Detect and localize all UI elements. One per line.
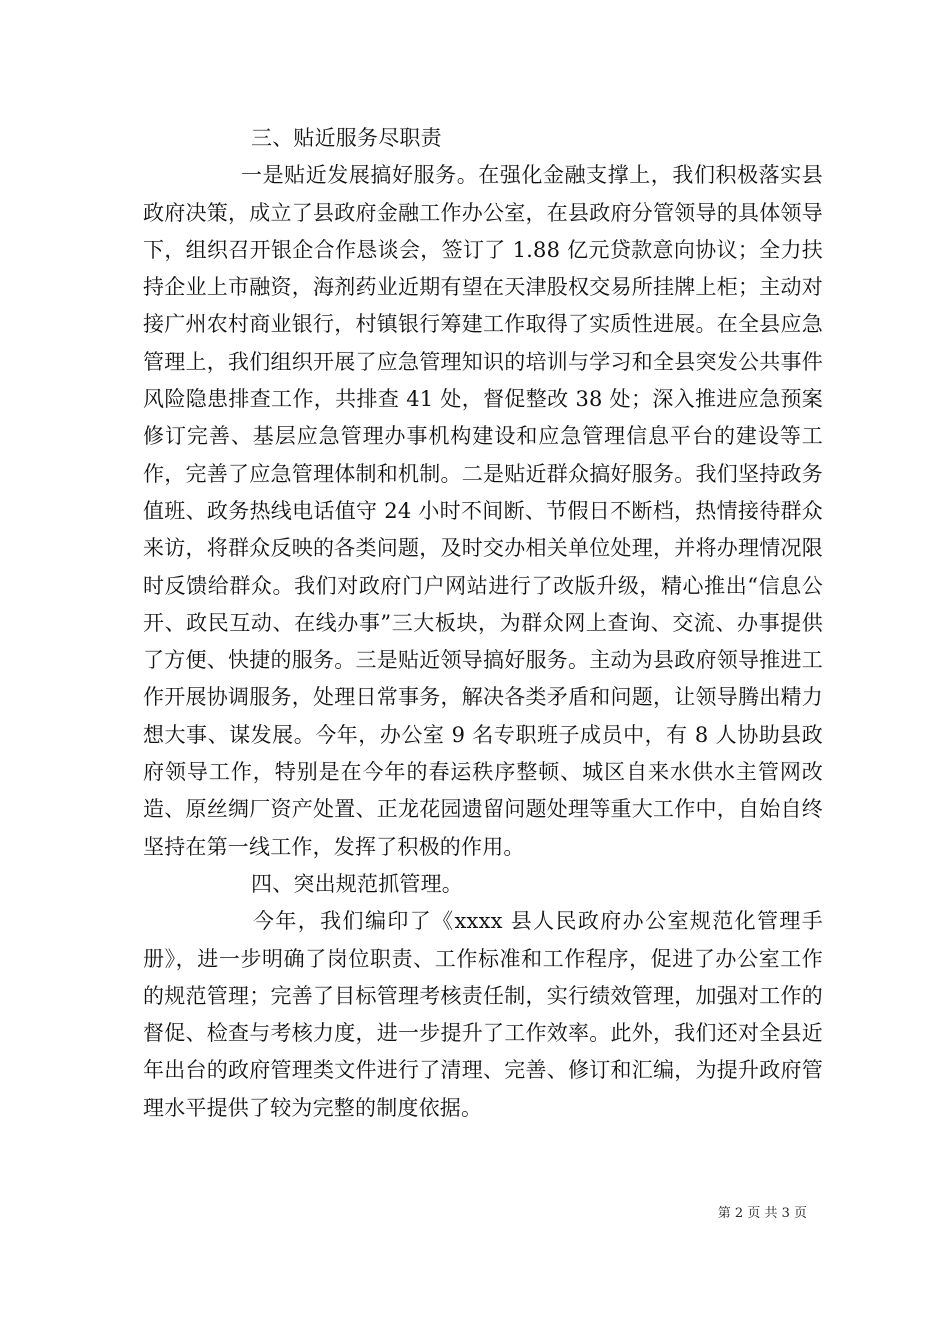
section-4-paragraph: 今年，我们编印了《xxxx 县人民政府办公室规范化管理手册》，进一步明确了岗位职责、工作标准和工作程序，促进了办公室工作的规范管理；完善了目标管理考核责任制，实行绩效管理，加强对工作的督促、检查与考核力度，进一步提升了工作效率。此外，我们还对全县近年出台的政府管理类文件进行了清理、完善、修订和汇编，为提升政府管理水平提供了较为完整的制度依据。 [143, 909, 823, 1120]
section-3-heading: 三、贴近服务尽职责 [251, 126, 442, 150]
document-body [143, 120, 823, 1127]
section-3-paragraph: 一是贴近发展搞好服务。在强化金融支撑上，我们积极落实县政府决策，成立了县政府金融工作办公室，在县政府分管领导的具体领导下，组织召开银企合作恳谈会，签订了 1.88 亿元贷款意向协议；全力扶持企业上市融资，海剂药业近期有望在天津股权交易所挂牌上柜；主动对接广州农村商业银行，村镇银行筹建工作取得了实质性进展。在全县应急管理上，我们组织开展了应急管理知识的培训与学习和全县突发公共事件风险隐患排查工作，共排查 41 处，督促整改 38 处；深入推进应急预案修订完善、基层应急管理办事机构建设和应急管理信息平台的建设等工作，完善了应急管理体制和机制。二是贴近群众搞好服务。我们坚持政务值班、政务热线电话值守 24 小时不间断、节假日不断档，热情接待群众来访，将群众反映的各类问题，及时交办相关单位处理，并将办理情况限时反馈给群众。我们对政府门户网站进行了改版升级，精心推出“信息公开、政民互动、在线办事”三大板块，为群众网上查询、交流、办事提供了方便、快捷的服务。三是贴近领导搞好服务。主动为县政府领导推进工作开展协调服务，处理日常事务，解决各类矛盾和问题，让领导腾出精力想大事、谋发展。今年，办公室 9 名专职班子成员中，有 8 人协助县政府领导工作，特别是在今年的春运秩序整顿、城区自来水供水主管网改造、原丝绸厂资产处置、正龙花园遗留问题处理等重大工作中，自始自终坚持在第一线工作，发挥了积极的作用。 [143, 163, 823, 859]
section-4-heading: 四、突出规范抓管理。 [251, 871, 463, 896]
page-number-footer: 第 2 页 共 3 页 [717, 1206, 807, 1221]
